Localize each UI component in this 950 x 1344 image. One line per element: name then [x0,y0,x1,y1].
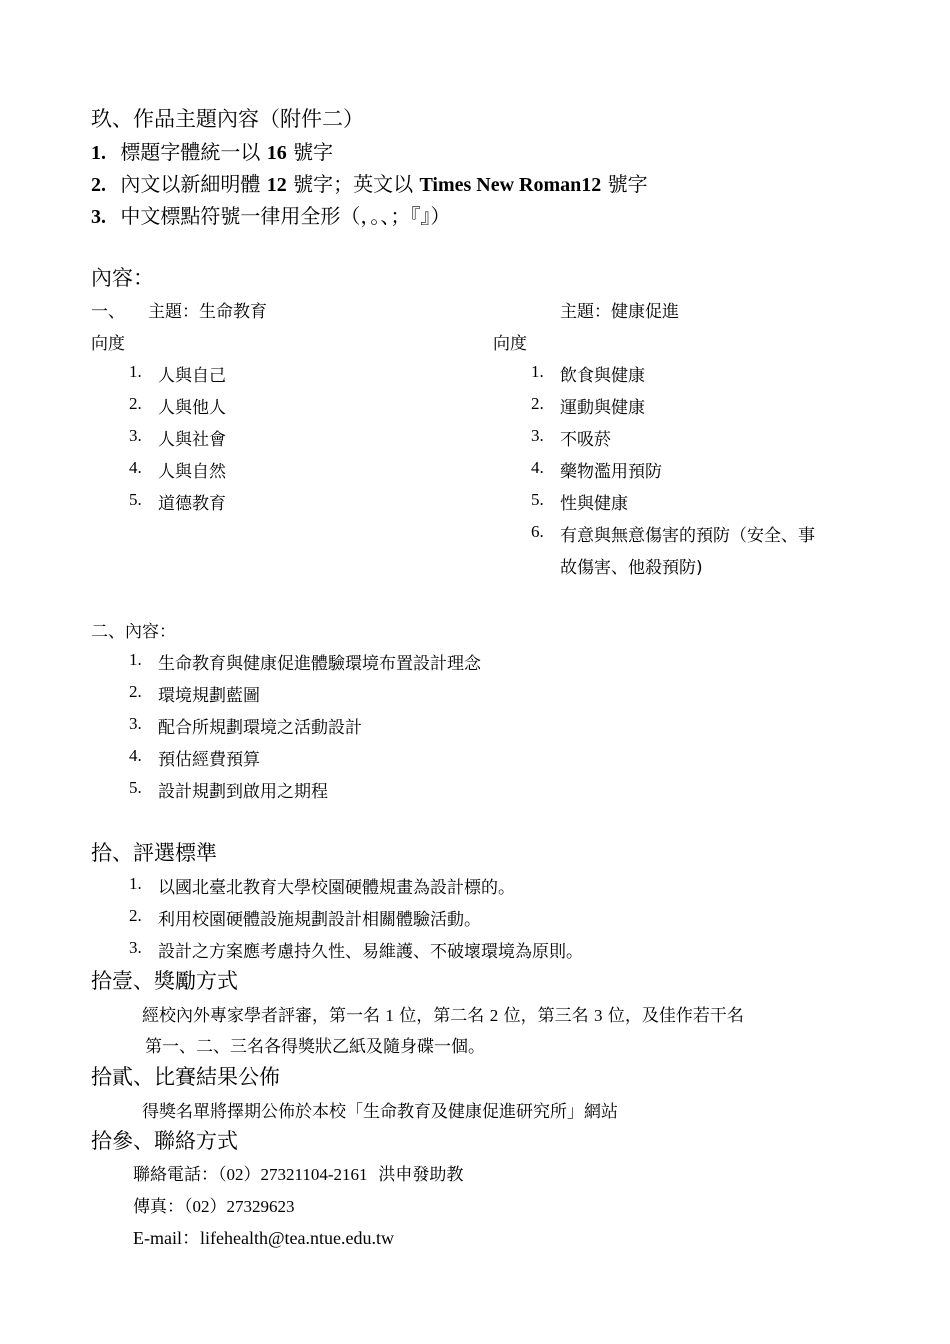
award-count: 1 [385,1006,394,1025]
part1-marker: 一、 [91,302,125,322]
list-number: 1. [531,362,544,381]
content-heading: 內容： [91,266,154,290]
rule-text-number: 16 [266,142,287,164]
list-text: 人與社會 [158,430,226,450]
award-text: 位，第三名 [498,1006,595,1026]
phone-bracket: ） [243,1165,261,1185]
dimension-label-right: 向度 [493,334,527,354]
list-number: 1. [129,362,142,381]
list-text: 人與他人 [158,398,226,418]
list-number: 6. [531,522,544,541]
list-text: 以國北臺北教育大學校園硬體規畫為設計標的。 [158,878,515,898]
rule-text: 號字；英文以 [286,172,420,196]
list-number: 3. [531,426,544,445]
list-number: 4. [129,458,142,477]
list-number: 3. [129,426,142,445]
theme-health: 主題：健康促進 [560,302,679,322]
rule-text: 內文以新細明體 [120,172,267,196]
award-line-2: 第一、二、三名各得獎狀乙紙及隨身碟一個。 [145,1037,485,1057]
list-text: 運動與健康 [560,398,645,418]
rule-text: 中文標點符號一律用全形（，。、；『』） [120,204,451,228]
fax-number: 27329623 [226,1197,295,1216]
award-count: 3 [594,1006,603,1025]
list-text: 不吸菸 [560,430,611,450]
award-line-1 [142,1001,744,1026]
part2-heading: 二、內容： [91,622,176,642]
rule-text-number: 12 [266,174,287,196]
list-text: 配合所規劃環境之活動設計 [158,718,362,738]
list-text: 設計之方案應考慮持久性、易維護、不破壞環境為原則。 [158,942,583,962]
phone-area-code: 02 [226,1165,244,1184]
list-text: 道德教育 [158,494,226,514]
contact-email[interactable]: E-mail：lifehealth@tea.ntue.edu.tw [133,1228,394,1248]
contact-phone [133,1160,463,1185]
list-text: 環境規劃藍圖 [158,686,260,706]
rule-3 [91,200,450,229]
list-text: 飲食與健康 [560,366,645,386]
theme-life: 主題：生命教育 [148,302,267,322]
rule-text: 號字 [601,172,648,196]
section11-heading: 拾壹、獎勵方式 [91,969,238,993]
list-number: 5. [129,778,142,797]
award-text: 經校內外專家學者評審，第一名 [142,1006,386,1026]
rule-number: 2. [91,174,106,196]
section12-heading: 拾貳、比賽結果公佈 [91,1065,280,1089]
fax-area-code: 02 [192,1197,210,1216]
announce-line: 得獎名單將擇期公佈於本校「生命教育及健康促進研究所」網站 [142,1102,618,1122]
list-text: 設計規劃到啟用之期程 [158,782,328,802]
phone-contact: 洪申發助教 [367,1165,464,1185]
phone-number: 27321104-2161 [260,1165,368,1184]
rule-number: 1. [91,142,106,164]
section9-heading: 玖、作品主題內容（附件二） [91,107,364,131]
list-number: 2. [129,394,142,413]
list-text: 生命教育與健康促進體驗環境布置設計理念 [158,654,481,674]
list-text: 有意與無意傷害的預防（安全、事 [560,526,815,546]
list-number: 2. [129,906,142,925]
rule-number: 3. [91,206,106,228]
list-text: 利用校園硬體設施規劃設計相關體驗活動。 [158,910,481,930]
rule-1 [91,136,333,165]
list-text: 藥物濫用預防 [560,462,662,482]
list-number: 3. [129,714,142,733]
list-number: 2. [129,682,142,701]
list-text: 人與自然 [158,462,226,482]
list-number: 5. [531,490,544,509]
rule-text: 號字 [286,140,334,164]
list-number: 1. [129,874,142,893]
list-number: 1. [129,650,142,669]
list-number: 4. [129,746,142,765]
fax-label: 傳真：（ [133,1197,193,1217]
list-text: 人與自己 [158,366,226,386]
dimension-label-left: 向度 [91,334,125,354]
rule-text-font: Times New Roman12 [419,174,602,196]
fax-bracket: ） [209,1197,227,1217]
section10-heading: 拾、評選標準 [91,841,217,865]
rule-text: 標題字體統一以 [120,140,267,164]
award-text: 位，第二名 [393,1006,490,1026]
rule-2 [91,168,648,197]
award-text: 位，及佳作若干名 [602,1006,744,1026]
contact-fax [133,1192,295,1217]
list-number: 2. [531,394,544,413]
section13-heading: 拾參、聯絡方式 [91,1129,238,1153]
list-number: 4. [531,458,544,477]
list-number: 3. [129,938,142,957]
list-text-continued: 故傷害、他殺預防) [560,558,703,578]
list-number: 5. [129,490,142,509]
list-text: 預估經費預算 [158,750,260,770]
award-count: 2 [489,1006,499,1025]
phone-label: 聯絡電話：（ [133,1165,227,1185]
list-text: 性與健康 [560,494,628,514]
